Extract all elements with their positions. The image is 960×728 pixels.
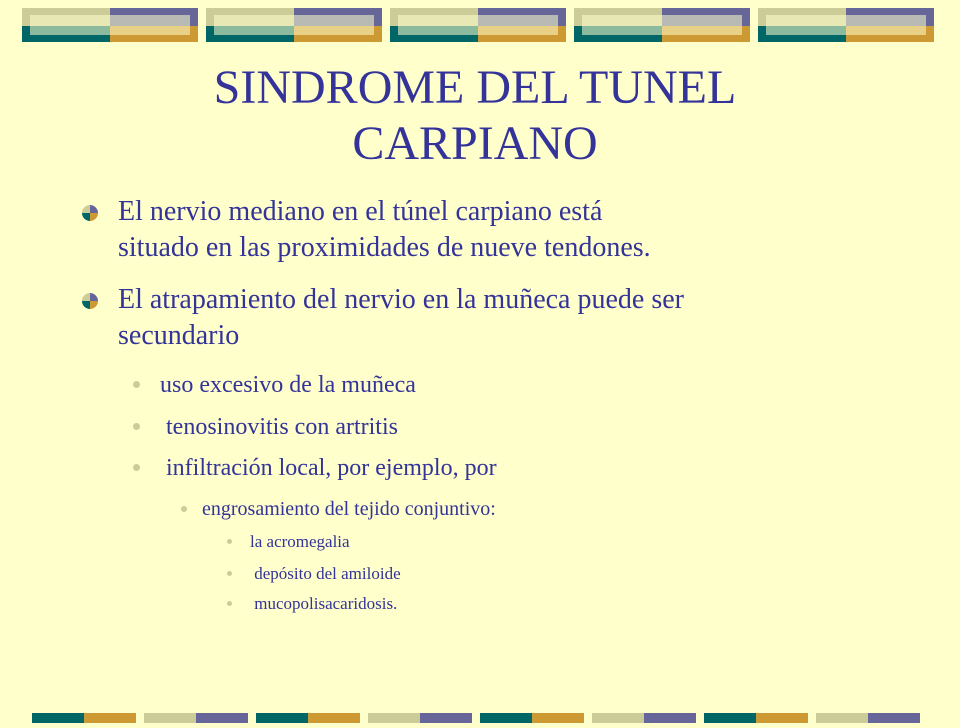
title-line-1: SINDROME DEL TUNEL [213, 61, 737, 114]
sub-sub-sub-bullet-2: depósito del amiloide [250, 564, 401, 583]
dot-icon [227, 601, 232, 606]
bullet-item-1 [118, 194, 878, 266]
sub-bullet-2: tenosinovitis con artritis [160, 414, 398, 440]
sub-sub-bullet: engrosamiento del tejido conjuntivo: [202, 498, 496, 520]
sub-sub-sub-bullet-1: la acromegalia [250, 532, 350, 551]
quartered-circle-icon [80, 291, 100, 311]
sub-bullet-1: uso excesivo de la muñeca [160, 372, 416, 398]
dot-icon [133, 464, 140, 471]
sub-sub-sub-bullet-3: mucopolisacaridosis. [250, 594, 398, 613]
bullet-2-line-1: El atrapamiento del nervio en la muñeca puede ser [118, 284, 684, 315]
bullet-1-line-2: situado en las proximidades de nueve tendones. [118, 232, 651, 263]
sub-bullet-3: infiltración local, por ejemplo, por [160, 455, 497, 481]
title-line-2: CARPIANO [352, 117, 598, 170]
dot-icon [181, 506, 187, 512]
bottom-band-graphic [0, 713, 960, 723]
bullet-item-2 [118, 282, 878, 354]
dot-icon [133, 423, 140, 430]
quartered-circle-icon [80, 203, 100, 223]
bullet-2-line-2: secundario [118, 320, 240, 351]
dot-icon [133, 381, 140, 388]
bullet-1-line-1: El nervio mediano en el túnel carpiano está [118, 196, 603, 227]
dot-icon [227, 539, 232, 544]
bottom-decorative-band [0, 710, 960, 720]
dot-icon [227, 571, 232, 576]
